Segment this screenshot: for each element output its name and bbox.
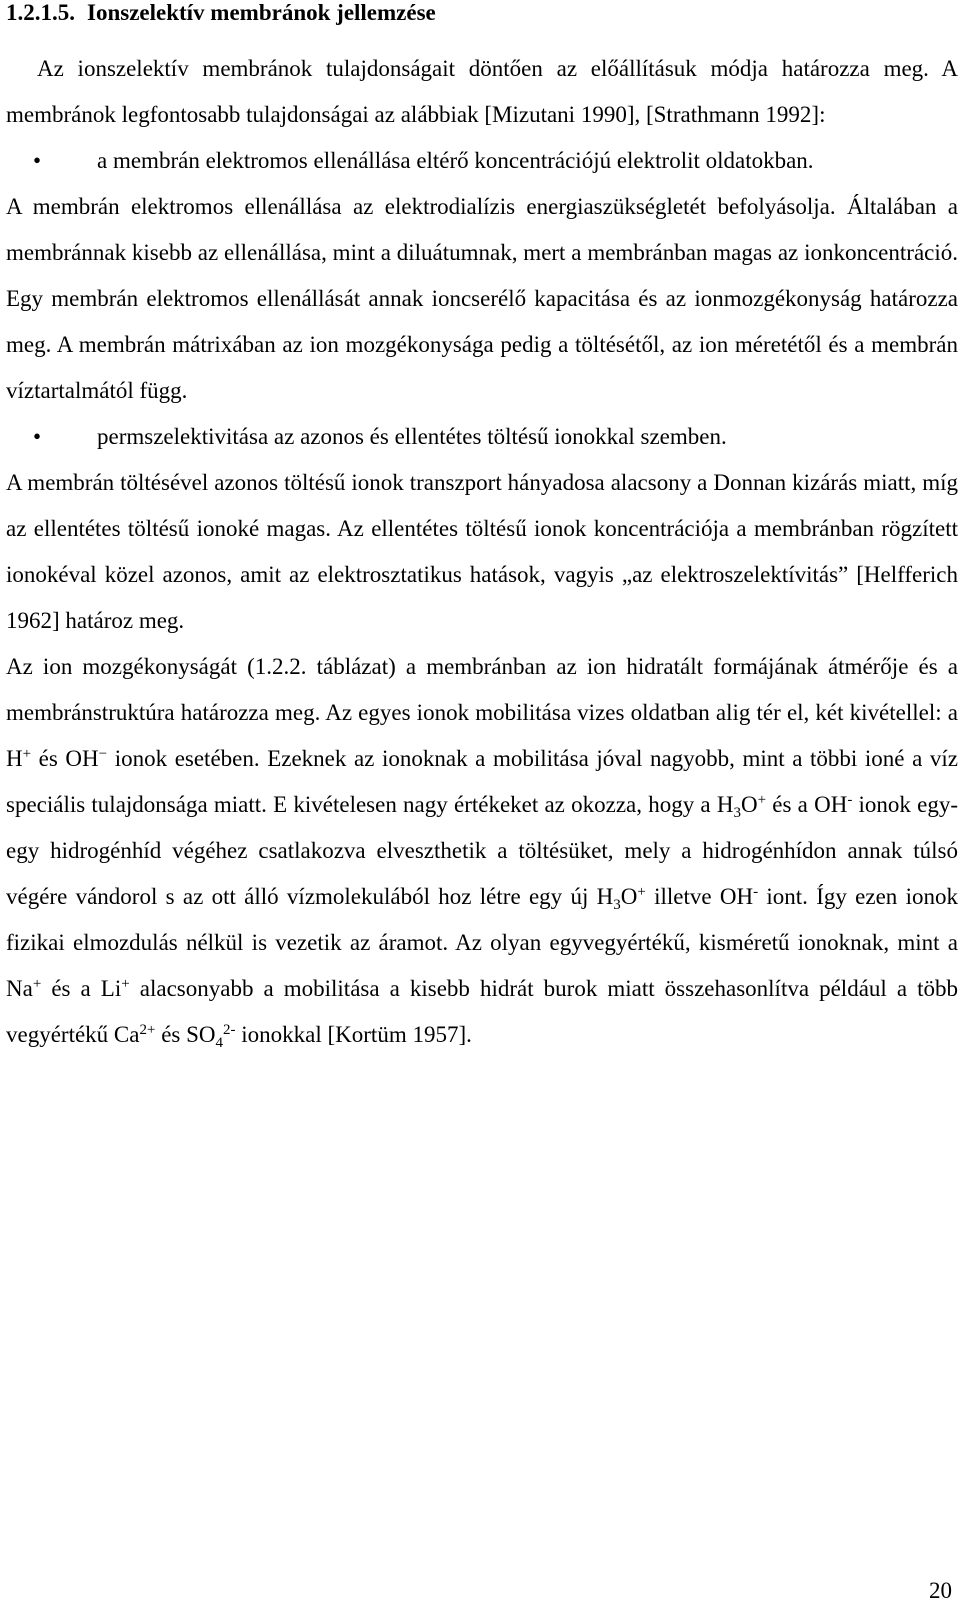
superscript: + bbox=[757, 792, 767, 808]
text-run: ionok egy-egy hidrogénhíd végéhez csatlakozva elveszthetik a töltésüket, mely a hidrogénhídon annak túlsó végére vándorol s az ott álló vízmolekulából hoz létre egy új H bbox=[6, 792, 959, 909]
superscript: 2+ bbox=[139, 1022, 156, 1038]
text-run: iont. Így ezen ionok fizikai elmozdulás nélkül is vezetik az áramot. Az olyan egyvegyértékű, kisméretű ionoknak, mint a Na bbox=[6, 884, 958, 1001]
text-run: O bbox=[740, 792, 758, 817]
superscript: + bbox=[121, 976, 130, 992]
document-page bbox=[6, 0, 958, 1058]
text-run: és a OH bbox=[766, 792, 848, 817]
superscript: − bbox=[98, 746, 108, 762]
superscript: - bbox=[753, 884, 759, 900]
text-run: és OH bbox=[31, 746, 99, 771]
text-run: ionok esetében. Ezeknek az ionoknak a mobilitása jóval nagyobb, mint a többi ioné a víz speciális tulajdonsága miatt. E kivételesen nagy értékeket az okozza, hogy a H bbox=[6, 746, 958, 817]
subscript: 4 bbox=[215, 1035, 224, 1051]
section-title: Ionszelektív membránok jellemzése bbox=[87, 0, 436, 25]
section-heading bbox=[6, 0, 958, 26]
superscript: 2- bbox=[223, 1022, 236, 1038]
bullet-icon: • bbox=[33, 424, 42, 449]
bullet-item-permselectivity bbox=[6, 414, 958, 460]
bullet-item-resistance bbox=[6, 138, 958, 184]
text-run: ionokkal [Kortüm 1957]. bbox=[235, 1022, 472, 1047]
paragraph-intro: Az ionszelektív membránok tulajdonságait döntően az előállításuk módja határozza meg. A membránok legfontosabb tulajdonságai az alábbiak [Mizutani 1990], [Strathmann 1992]: bbox=[6, 56, 958, 127]
bullet-text-resistance: a membrán elektromos ellenállása eltérő koncentrációjú elektrolit oldatokban. bbox=[97, 148, 814, 173]
superscript: + bbox=[22, 746, 32, 762]
superscript: + bbox=[637, 884, 646, 900]
text-run: és SO bbox=[155, 1022, 216, 1047]
bullet-icon: • bbox=[33, 148, 42, 173]
paragraph-resistance: A membrán elektromos ellenállása az elektrodialízis energiaszükségletét befolyásolja. Általában a membránnak kisebb az ellenállása, mint a diluátumnak, mert a membránban magas az ionkoncentráció. Egy membrán elektromos ellenállását annak ioncserélő kapacitása és az ionmozgékonyság határozza meg. A membrán mátrixában az ion mozgékonysága pedig a töltésétől, az ion méretétől és a membrán víztartalmától függ. bbox=[6, 194, 958, 403]
paragraph-permselectivity: A membrán töltésével azonos töltésű ionok transzport hányadosa alacsony a Donnan kizárás miatt, míg az ellentétes töltésű ionoké magas. Az ellentétes töltésű ionok koncentrációja a membránban rögzített ionokéval közel azonos, amit az elektrosztatikus hatások, vagyis „az elektroszelektívitás” [Helfferich 1962] határoz meg. bbox=[6, 470, 958, 633]
text-run: és a Li bbox=[41, 976, 122, 1001]
text-run: illetve OH bbox=[645, 884, 754, 909]
page-number: 20 bbox=[929, 1578, 952, 1603]
subscript: 3 bbox=[733, 805, 741, 821]
subscript: 3 bbox=[613, 897, 621, 913]
section-number: 1.2.1.5. bbox=[6, 0, 75, 25]
text-run: O bbox=[620, 884, 638, 909]
text-run: alacsonyabb a mobilitása a kisebb hidrát burok miatt összehasonlítva például a több vegyértékű Ca bbox=[6, 976, 958, 1047]
superscript: + bbox=[32, 976, 42, 992]
paragraph-mobility bbox=[6, 644, 958, 1058]
superscript: - bbox=[847, 792, 853, 808]
bullet-text-permselectivity: permszelektivitása az azonos és ellentétes töltésű ionokkal szemben. bbox=[97, 424, 727, 449]
text-run: Az ion mozgékonyságát (1.2.2. táblázat) a membránban az ion hidratált formájának átmérője és a membránstruktúra határozza meg. Az egyes ionok mobilitása vizes oldatban alig tér el, két kivétellel: a H bbox=[6, 654, 958, 771]
